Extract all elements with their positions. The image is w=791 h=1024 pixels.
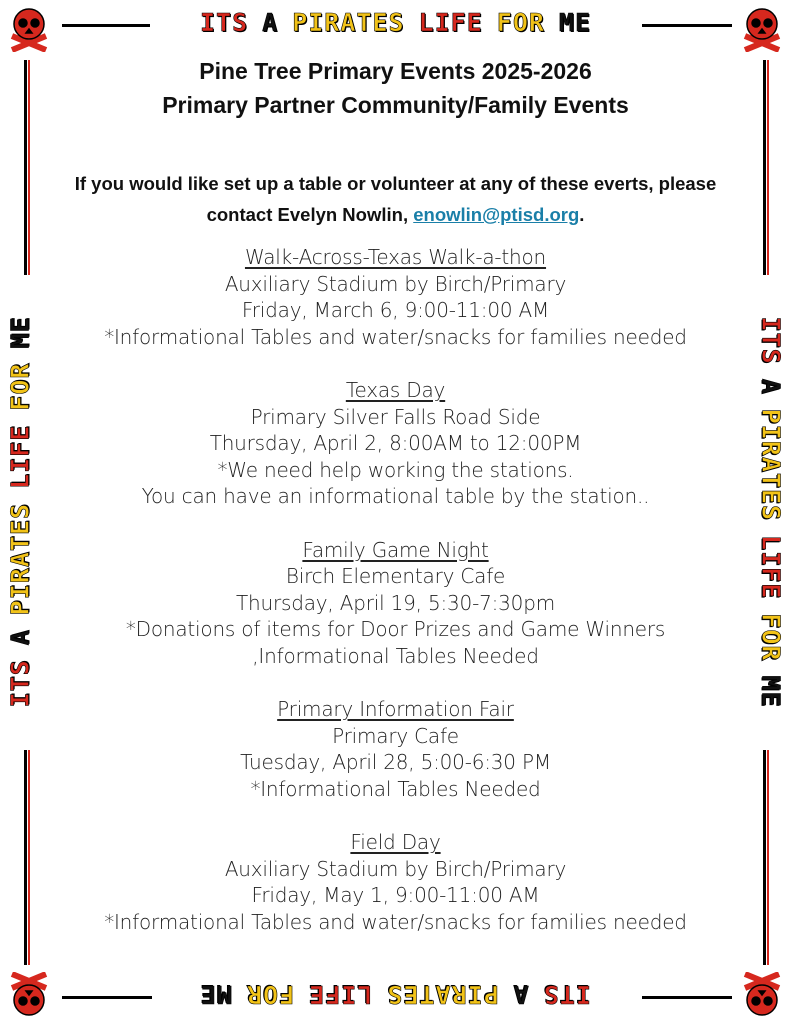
- event-name: Field Day: [350, 830, 441, 854]
- banner-word: FOR: [496, 8, 545, 37]
- frame-left-top-line-red: [28, 60, 30, 275]
- event-walk-across-texas: [40, 244, 751, 350]
- event-location: Birch Elementary Cafe: [285, 564, 506, 588]
- contact-note: [40, 168, 751, 230]
- email-link[interactable]: enowlin@ptisd.org: [413, 204, 580, 225]
- event-name: Primary Information Fair: [277, 697, 514, 721]
- banner-word: PIRATES: [5, 502, 35, 616]
- pirate-banner-top: [0, 8, 791, 37]
- event-location: Auxiliary Stadium by Birch/Primary: [224, 856, 567, 881]
- event-location: Primary Silver Falls Road Side: [250, 404, 541, 429]
- frame-left-bottom-line-red: [28, 750, 30, 965]
- flyer-header: [40, 54, 751, 122]
- event-texas-day: [40, 377, 751, 510]
- event-date: Tuesday, April 28, 5:00-6:30 PM: [240, 750, 551, 774]
- banner-word: ME: [756, 675, 786, 708]
- event-date: Thursday, April 19, 5:30-7:30pm: [236, 590, 555, 615]
- frame-right-bottom-line-red: [767, 750, 769, 965]
- event-note: *Donations of items for Door Prizes and Game Winners: [125, 617, 666, 641]
- banner-word: PIRATES: [292, 8, 405, 37]
- page-title: Pine Tree Primary Events 2025-2026: [199, 58, 592, 84]
- event-note: You can have an informational table by the station..: [141, 484, 650, 508]
- banner-word: FOR: [246, 980, 295, 1009]
- banner-word: FOR: [5, 362, 35, 411]
- contact-name-text: contact Evelyn Nowlin,: [206, 204, 414, 225]
- frame-right-top-line-red: [767, 60, 769, 275]
- banner-word: ITS: [542, 980, 592, 1009]
- page-subtitle: Primary Partner Community/Family Events: [162, 92, 629, 118]
- event-name: Family Game Night: [302, 537, 489, 562]
- event-location: Primary Cafe: [332, 723, 459, 748]
- banner-word: ME: [558, 8, 592, 37]
- event-date: Friday, March 6, 9:00-11:00 AM: [241, 298, 550, 322]
- banner-word: LIFE: [418, 8, 483, 37]
- event-name: Walk-Across-Texas Walk-a-thon: [244, 245, 547, 269]
- pirate-banner-bottom: [0, 980, 791, 1009]
- banner-word: A: [262, 8, 279, 37]
- banner-word: ITS: [756, 316, 786, 365]
- event-family-game-night: [40, 537, 751, 670]
- banner-word: ITS: [5, 659, 35, 708]
- event-note: ,Informational Tables Needed: [252, 643, 539, 668]
- event-date: Thursday, April 2, 8:00AM to 12:00PM: [209, 431, 582, 455]
- event-note: *Informational Tables and water/snacks for families needed: [104, 324, 687, 349]
- frame-right-top-line: [763, 60, 766, 275]
- banner-word: A: [512, 980, 529, 1009]
- contact-line-1: If you would like set up a table or volunteer at any of these everts, please: [74, 173, 717, 194]
- banner-word: LIFE: [5, 424, 35, 489]
- contact-line-2: [40, 199, 751, 230]
- banner-word: FOR: [756, 613, 786, 662]
- contact-suffix: .: [579, 204, 585, 225]
- frame-left-top-line: [24, 60, 27, 275]
- banner-word: LIFE: [756, 535, 786, 600]
- banner-word: PIRATES: [386, 980, 499, 1009]
- frame-left-bottom-line: [24, 750, 27, 965]
- event-field-day: [40, 829, 751, 935]
- banner-word: LIFE: [308, 980, 373, 1009]
- banner-word: PIRATES: [756, 408, 786, 522]
- event-name: Texas Day: [345, 378, 446, 402]
- banner-word: ME: [5, 316, 35, 349]
- event-note: *Informational Tables Needed: [250, 776, 541, 801]
- banner-word: ME: [199, 980, 233, 1009]
- event-location: Auxiliary Stadium by Birch/Primary: [224, 271, 567, 296]
- event-note: *We need help working the stations.: [217, 457, 574, 482]
- banner-word: A: [756, 378, 786, 395]
- event-primary-information-fair: [40, 696, 751, 802]
- banner-word: ITS: [199, 8, 249, 37]
- banner-word: A: [5, 629, 35, 646]
- event-date: Friday, May 1, 9:00-11:00 AM: [251, 883, 540, 907]
- event-note: *Informational Tables and water/snacks for families needed: [104, 909, 687, 934]
- events-list: [40, 244, 751, 962]
- frame-right-bottom-line: [763, 750, 766, 965]
